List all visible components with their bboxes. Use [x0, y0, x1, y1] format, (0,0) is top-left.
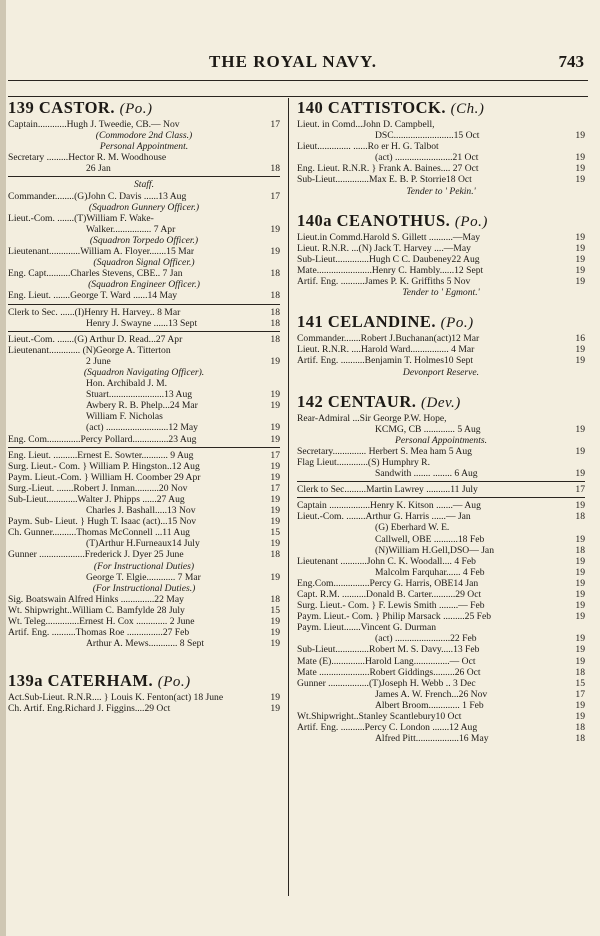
entry-line [297, 611, 585, 622]
entry-text: Clerk to Sec.........Martin Lawrey ..........11 July [297, 484, 478, 496]
entry-year: 19 [270, 571, 280, 583]
italic-note: Personal Appointment. [99, 141, 189, 153]
italic-note: Tender to ' Egmont.' [402, 287, 480, 299]
entry-text: Wt.Shipwright..Stanley Scantlebury10 Oct [297, 711, 462, 723]
section-rule [8, 331, 280, 332]
entry-line [297, 500, 585, 511]
entry-text: Callwell, OBE ..........18 Feb [375, 533, 485, 545]
ship-heading [8, 671, 280, 692]
entry-line [8, 307, 280, 318]
entry-line [297, 119, 585, 130]
entry-text: Commander........(G)John C. Davis ......13 Aug [8, 190, 187, 202]
ship-name: 141 CELANDINE. [297, 312, 441, 332]
entry-line [8, 152, 280, 163]
entry-year: 17 [270, 190, 280, 202]
entry-text: Ch. Gunner..........Thomas McConnell ...11 Aug [8, 527, 190, 539]
entry-line [297, 424, 585, 435]
entry-text: Eng. Lieut. .......George T. Ward ......14 May [8, 290, 178, 302]
entry-text: Lieut.in Commd.Harold S. Gillett ..........—May [297, 231, 481, 243]
entry-year: 19 [270, 355, 280, 367]
entry-year: 19 [270, 703, 280, 715]
entry-line [297, 355, 585, 366]
entry-line [297, 678, 585, 689]
entry-year: 18 [270, 317, 280, 329]
entry-line [8, 692, 280, 703]
spacer [297, 378, 585, 392]
entry-line [297, 333, 585, 344]
entry-text: Sub-Lieut..............Robert M. S. Davy.....13 Feb [297, 644, 480, 656]
entry-line [8, 703, 280, 714]
entry-year: 18 [270, 333, 280, 345]
entry-line [297, 567, 585, 578]
italic-note: (Squadron Gunnery Officer.) [88, 201, 200, 213]
ship-name: 140a CEANOTHUS. [297, 210, 455, 230]
entry-text: Capt. R.M. ..........Donald B. Carter..........29 Oct [297, 589, 482, 600]
entry-text: Secretary .........Hector R. M. Woodhouse [8, 152, 167, 164]
entry-year: 18 [575, 666, 585, 678]
ship-heading [297, 211, 585, 232]
entry-line [8, 334, 280, 345]
spacer [297, 298, 585, 312]
spacer [8, 649, 280, 671]
entry-line [8, 246, 280, 257]
entry-line [8, 411, 280, 422]
entry-year: 15 [270, 527, 280, 539]
entry-year: 19 [575, 231, 585, 243]
entry-text: Surg. Lieut.- Com. } F. Lewis Smith ........— Feb [297, 600, 485, 612]
column-divider [288, 98, 289, 896]
entry-line [8, 516, 280, 527]
italic-note: (For Instructional Duties) [93, 560, 195, 572]
entry-text: Alfred Pitt..................16 May [375, 733, 489, 745]
entry-year: 19 [575, 644, 585, 656]
entry-text: Artif. Eng. ..........Thomas Roe ...............27 Feb [8, 627, 190, 639]
entry-year: 19 [270, 471, 280, 483]
entry-line [297, 511, 585, 522]
ship-port-type: (Po.) [119, 101, 153, 117]
entry-text: (G) Eberhard W. E. [375, 522, 450, 534]
entry-year: 19 [575, 242, 585, 254]
entry-text: George T. Elgie............ 7 Mar [86, 571, 201, 583]
entry-line [297, 344, 585, 355]
entry-line [297, 700, 585, 711]
ship-name: 139a CATERHAM. [8, 671, 158, 691]
entry-text: Wt. Teleg..............Ernest H. Cox ............. 2 June [8, 616, 195, 628]
entry-text: Lieutenant............. (N)George A. Titterton [8, 344, 171, 356]
entry-line [297, 265, 585, 276]
entry-text: (N)William H.Gell,DSO— Jan [375, 544, 494, 556]
entry-text: Lieutenant.............William A. Floyer.......15 Mar [8, 246, 195, 258]
entry-text: Sig. Boatswain Alfred Hinks ..............22 May [8, 593, 184, 605]
entry-text: Lieut. R.N.R. ...(N) Jack T. Harvey ....—May [297, 242, 471, 254]
entry-text: Paym. Sub- Lieut. } Hugh T. Isaac (act)...15 Nov [8, 516, 197, 528]
entry-year: 19 [270, 223, 280, 235]
entry-text: DSC.........................15 Oct [375, 130, 480, 142]
entry-line [297, 243, 585, 254]
entry-year: 19 [575, 276, 585, 288]
entry-text: Henry J. Swayne ......13 Sept [86, 317, 198, 329]
entry-year: 19 [270, 246, 280, 258]
section-rule [297, 497, 585, 498]
entry-text: Secretary.............. Herbert S. Mea ham 5 Aug [297, 445, 472, 457]
entry-line [297, 667, 585, 678]
entry-year: 19 [575, 577, 585, 589]
entry-line [297, 254, 585, 265]
entry-line [297, 556, 585, 567]
entry-year: 18 [575, 733, 585, 745]
entry-year: 17 [270, 449, 280, 461]
ship-heading [8, 98, 280, 119]
entry-text: Captain............Hugh J. Tweedie, CB.— Nov [8, 119, 180, 130]
entry-text: Lieut.-Com. .......(G) Arthur D. Read...27 Apr [8, 333, 183, 345]
ship-port-type: (Po.) [157, 674, 191, 691]
entry-text: Lieut.-Com. ........Arthur G. Harris ......— Jan [297, 511, 471, 523]
entry-text: Lieut. R.N.R. ....Harold Ward................ 4 Mar [297, 344, 475, 356]
italic-note: Staff. [134, 179, 154, 191]
entry-text: Artif. Eng. ..........James P. K. Griffiths 5 Nov [297, 276, 471, 288]
entry-year: 19 [575, 611, 585, 623]
ship-heading [297, 392, 585, 413]
entry-line [297, 689, 585, 700]
header-rule [8, 80, 588, 81]
entry-year: 19 [270, 389, 280, 401]
entry-text: Hon. Archibald J. M. [86, 378, 168, 390]
entry-year: 18 [270, 268, 280, 280]
entry-text: Artif. Eng. ..........Benjamin T. Holmes10 Sept [297, 355, 474, 367]
entry-year: 19 [270, 494, 280, 505]
entry-text: Eng. Com..............Percy Pollard...............23 Aug [8, 433, 197, 445]
entry-year: 19 [270, 460, 280, 472]
entry-year: 15 [270, 604, 280, 616]
entry-text: Mate .....................Robert Giddings.........26 Oct [297, 666, 481, 678]
entry-line [297, 600, 585, 611]
entry-line [8, 345, 280, 356]
entry-line [8, 627, 280, 638]
entry-text: Ch. Artif. Eng.Richard J. Figgins....29 Oct [8, 703, 171, 715]
entry-year: 19 [575, 355, 585, 367]
entry-year: 19 [575, 344, 585, 356]
entry-year: 19 [575, 533, 585, 545]
entry-text: Awbery R. B. Phelp...24 Mar [86, 400, 198, 412]
entry-year: 19 [575, 500, 585, 512]
entry-year: 19 [575, 174, 585, 186]
entry-year: 19 [575, 589, 585, 600]
page-binding-edge [0, 0, 6, 936]
entry-year: 19 [270, 638, 280, 650]
entry-text: Eng.Com...............Percy G. Harris, OBE14 Jan [297, 577, 479, 589]
entry-year: 15 [575, 677, 585, 689]
entry-text: Eng. Lieut. R.N.R. } Frank A. Baines.... 27 Oct [297, 163, 479, 175]
entry-text: Gunner ...................Frederick J. Dyer 25 June [8, 549, 184, 561]
section-rule [8, 447, 280, 448]
entry-text: Paym. Lieut.-Com. } William H. Coomber 29 Apr [8, 471, 201, 483]
entry-year: 18 [575, 544, 585, 556]
entry-text: Charles J. Bashall.....13 Nov [86, 505, 196, 517]
entry-text: 26 Jan [86, 163, 111, 175]
entry-text: Act.Sub-Lieut. R.N.R.... } Louis K. Fenton(act) 18 June [8, 692, 224, 704]
entry-line [297, 457, 585, 468]
top-rule [8, 96, 588, 97]
ship-heading [297, 98, 585, 119]
entry-line [8, 434, 280, 445]
entry-text: Lieut. in Comd...John D. Campbell, [297, 119, 435, 130]
entry-line [297, 276, 585, 287]
ship-port-type: (Po.) [454, 213, 488, 230]
entry-line [8, 213, 280, 224]
entry-year: 19 [575, 468, 585, 480]
italic-note: (Commodore 2nd Class.) [95, 130, 193, 142]
entry-line [297, 545, 585, 556]
entry-line [8, 191, 280, 202]
entry-text: (act) ........................21 Oct [375, 152, 479, 164]
entry-year: 19 [270, 433, 280, 445]
entry-line [8, 549, 280, 560]
entry-text: Arthur A. Mews............ 8 Sept [86, 638, 205, 650]
entry-text: Sandwith ....... ........ 6 Aug [375, 468, 478, 480]
italic-note: Tender to ' Pekin.' [406, 185, 476, 197]
entry-year: 19 [575, 633, 585, 645]
entry-year: 19 [270, 616, 280, 628]
italic-note: (Squadron Navigating Officer). [83, 366, 205, 378]
entry-line [297, 174, 585, 185]
entry-text: Paym. Lieut.......Vincent G. Durman [297, 622, 437, 634]
entry-year: 17 [270, 482, 280, 494]
entry-line [8, 483, 280, 494]
section-rule [8, 176, 280, 177]
entry-line [297, 130, 585, 141]
entry-year: 19 [575, 655, 585, 667]
ship-name: 140 CATTISTOCK. [297, 98, 451, 117]
entry-line [297, 633, 585, 644]
entry-line [297, 468, 585, 479]
entry-line [297, 484, 585, 495]
entry-year: 19 [575, 566, 585, 578]
entry-year: 19 [270, 422, 280, 434]
entry-year: 19 [270, 692, 280, 704]
entry-text: Flag Lieut.............(S) Humphry R. [297, 456, 430, 468]
entry-text: Albert Broom............. 1 Feb [375, 699, 484, 711]
entry-line [8, 450, 280, 461]
entry-line [297, 232, 585, 243]
left-column [8, 98, 280, 715]
entry-line [297, 578, 585, 589]
entry-line [8, 572, 280, 583]
entry-text: Lieut.............. ......Ro er H. G. Talbot [297, 141, 439, 153]
entry-line [8, 290, 280, 301]
right-column [297, 98, 585, 744]
entry-text: Sub-Lieut..............Hugh C C. Daubeney22 Aug [297, 253, 480, 265]
entry-line [8, 638, 280, 649]
spacer [297, 197, 585, 211]
entry-line [8, 422, 280, 433]
entry-text: Malcolm Farquhar...... 4 Feb [375, 566, 485, 578]
section-rule [297, 481, 585, 482]
section-rule [8, 304, 280, 305]
ship-port-type: (Po.) [440, 315, 474, 332]
ship-port-type: (Dev.) [421, 394, 461, 411]
page-header [8, 50, 588, 76]
italic-note: Devonport Reserve. [402, 366, 480, 378]
entry-line [297, 534, 585, 545]
entry-year: 19 [270, 627, 280, 639]
entry-year: 17 [575, 688, 585, 700]
entry-line [297, 141, 585, 152]
entry-text: KCMG, CB ............. 5 Aug [375, 423, 481, 435]
entry-year: 18 [270, 593, 280, 605]
entry-text: Commander.......Robert J.Buchanan(act)12 Mar [297, 333, 480, 345]
ship-heading [297, 312, 585, 333]
entry-line [297, 644, 585, 655]
entry-line [297, 413, 585, 424]
entry-line [8, 605, 280, 616]
ship-name: 139 CASTOR. [8, 98, 120, 117]
entry-text: William F. Nicholas [86, 411, 163, 423]
entry-year: 18 [575, 511, 585, 523]
entry-year: 19 [270, 538, 280, 550]
entry-text: Sub-Lieut..............Max E. B. P. Storrie18 Oct [297, 174, 472, 186]
entry-year: 16 [575, 333, 585, 345]
entry-year: 17 [270, 119, 280, 130]
entry-line [8, 505, 280, 516]
entry-text: Mate (E)..............Harold Lang...............— Oct [297, 655, 476, 667]
entry-line [8, 594, 280, 605]
entry-text: Paym. Lieut.- Com. } Philip Marsack .........25 Feb [297, 611, 492, 623]
entry-year: 18 [270, 163, 280, 175]
entry-year: 18 [575, 722, 585, 734]
entry-text: Mate.......................Henry C. Hambly......12 Sept [297, 264, 484, 276]
entry-text: Gunner .................(T)Joseph H. Webb .. 3 Dec [297, 677, 476, 689]
entry-line [8, 268, 280, 279]
entry-line [8, 494, 280, 505]
italic-note: (Squadron Engineer Officer.) [88, 279, 200, 291]
entry-line [8, 378, 280, 389]
entry-line [297, 622, 585, 633]
entry-text: Surg. Lieut.- Com. } William P. Hingston..12 Aug [8, 460, 200, 472]
entry-line [8, 163, 280, 174]
italic-note: (For Instructional Duties.) [92, 582, 196, 594]
entry-line [297, 656, 585, 667]
entry-year: 19 [575, 152, 585, 164]
entry-line [8, 389, 280, 400]
entry-line [8, 527, 280, 538]
entry-text: Captain .................Henry K. Kitson .......— Aug [297, 500, 481, 512]
entry-year: 19 [575, 555, 585, 567]
entry-year: 19 [575, 253, 585, 265]
entry-text: (T)Arthur H.Furneaux14 July [86, 538, 200, 550]
entry-text: Eng. Capt..........Charles Stevens, CBE.. 7 Jan [8, 268, 183, 280]
entry-year: 19 [575, 423, 585, 435]
italic-note: Personal Appointments. [394, 434, 488, 446]
entry-line [297, 163, 585, 174]
entry-line [8, 119, 280, 130]
entry-text: Stuart.......................13 Aug [86, 389, 193, 401]
entry-text: Walker................ 7 Apr [86, 223, 176, 235]
entry-line [297, 446, 585, 457]
entry-text: Lieutenant ...........John C. K. Woodall.... 4 Feb [297, 555, 476, 567]
italic-note: (Squadron Torpedo Officer.) [89, 234, 199, 246]
entry-year: 19 [575, 130, 585, 142]
entry-year: 18 [270, 290, 280, 302]
entry-text: 2 June [86, 355, 111, 367]
entry-line [8, 318, 280, 329]
entry-line [8, 538, 280, 549]
entry-text: Rear-Admiral ...Sir George P.W. Hope, [297, 412, 447, 424]
entry-line [297, 733, 585, 744]
entry-line [8, 616, 280, 627]
page-number: 743 [558, 52, 584, 71]
entry-line [8, 400, 280, 411]
entry-text: Clerk to Sec. ......(I)Henry H. Harvey.. 8 Mar [8, 306, 181, 318]
entry-year: 18 [270, 549, 280, 561]
italic-note: (Squadron Signal Officer.) [93, 257, 195, 269]
entry-year: 17 [575, 484, 585, 496]
entry-line [297, 711, 585, 722]
entry-text: (act) .......................22 Feb [375, 633, 477, 645]
entry-text: Sub-Lieut.............Walter J. Phipps ......27 Aug [8, 494, 185, 505]
entry-line [8, 224, 280, 235]
entry-text: Eng. Lieut. ..........Ernest E. Sowter........... 9 Aug [8, 449, 194, 461]
entry-year: 19 [575, 445, 585, 457]
entry-line [297, 589, 585, 600]
entry-year: 19 [270, 516, 280, 528]
entry-line [297, 152, 585, 163]
entry-text: James A. W. French...26 Nov [375, 688, 488, 700]
entry-year: 18 [270, 306, 280, 318]
entry-line [297, 522, 585, 533]
entry-text: (act) ..........................12 May [86, 422, 198, 434]
entry-line [8, 356, 280, 367]
entry-line [297, 722, 585, 733]
entry-text: Wt. Shipwright..William C. Bamfylde 28 July [8, 604, 185, 616]
entry-year: 19 [270, 505, 280, 517]
entry-text: Lieut.-Com. .......(T)William F. Wake- [8, 212, 154, 224]
entry-year: 19 [575, 163, 585, 175]
entry-year: 19 [575, 600, 585, 612]
ship-name: 142 CENTAUR. [297, 391, 421, 411]
entry-text: Surg.-Lieut. .......Robert J. Inman..........20 Nov [8, 482, 188, 494]
entry-text: Artif. Eng. ..........Percy C. London .......12 Aug [297, 722, 478, 734]
entry-year: 19 [575, 699, 585, 711]
entry-year: 19 [270, 400, 280, 412]
entry-year: 19 [575, 711, 585, 723]
running-title: THE ROYAL NAVY. [209, 52, 377, 71]
entry-line [8, 472, 280, 483]
ship-port-type: (Ch.) [450, 101, 485, 117]
entry-line [8, 461, 280, 472]
entry-year: 19 [575, 264, 585, 276]
